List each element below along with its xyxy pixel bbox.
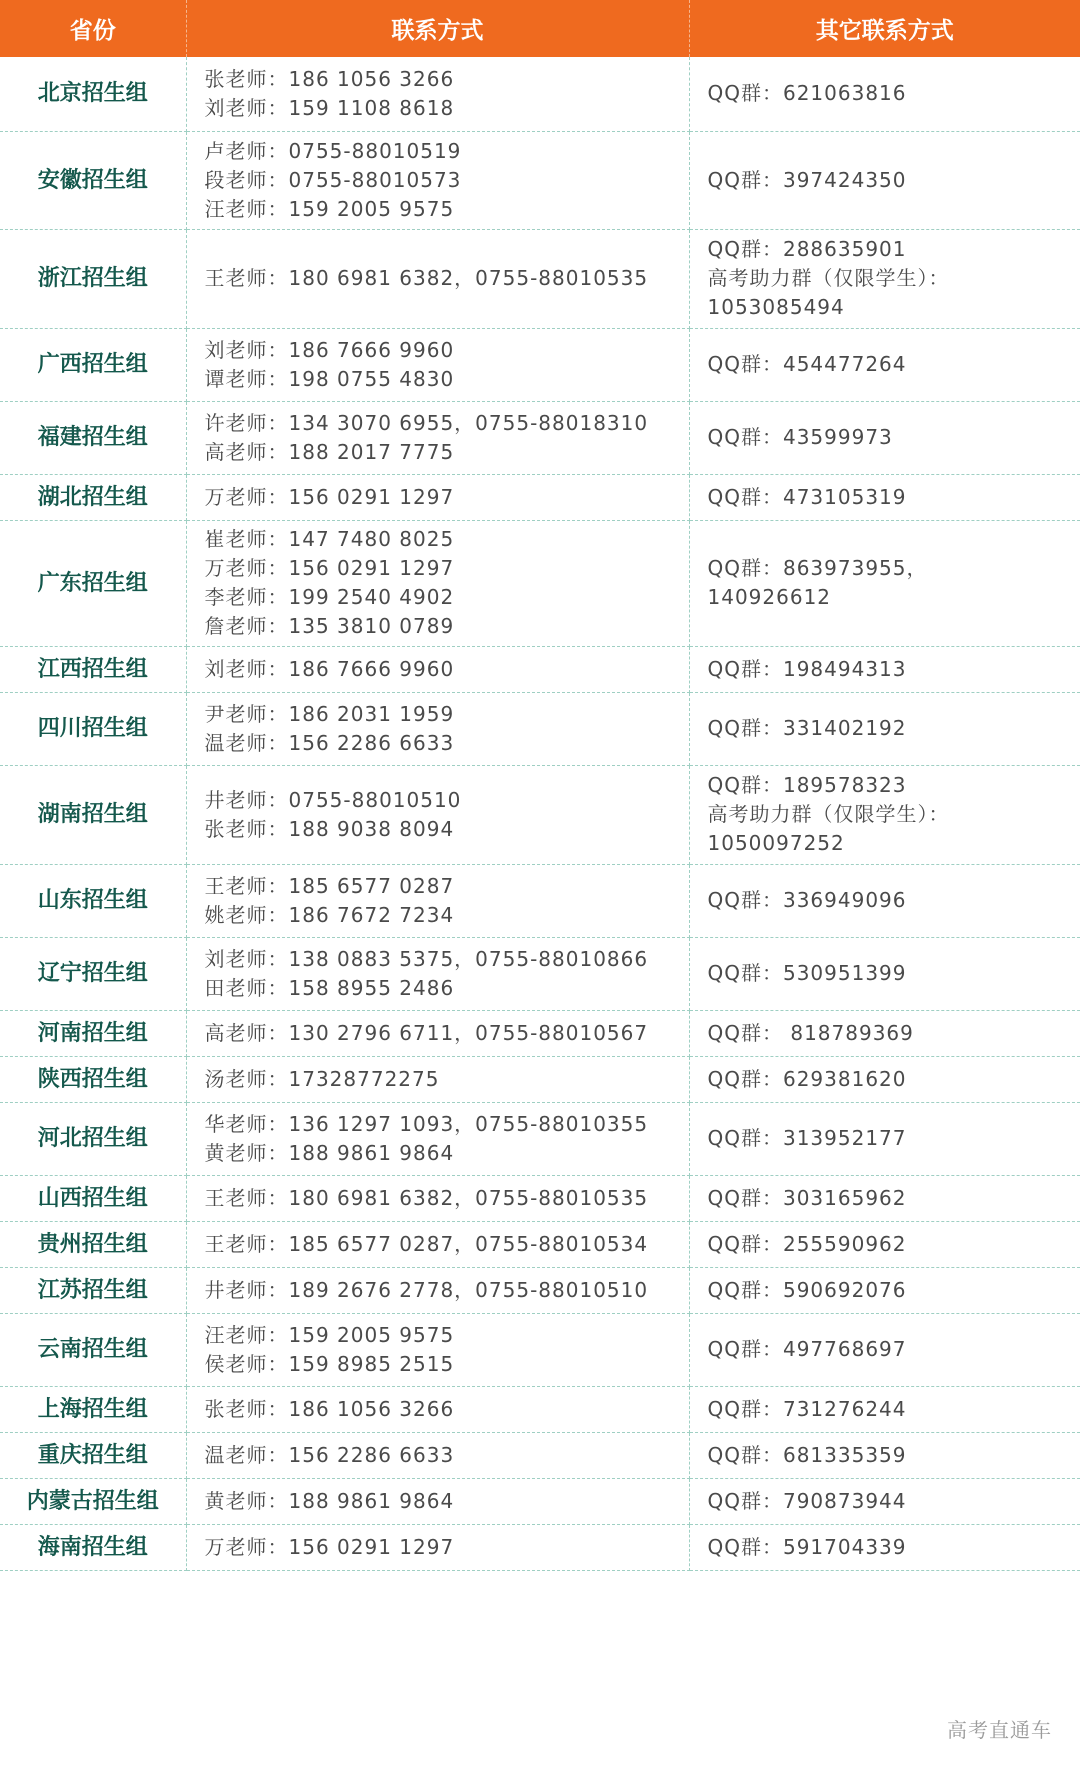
table-header — [0, 0, 1080, 57]
table-row — [0, 1478, 1080, 1524]
table-row — [0, 131, 1080, 229]
province-cell: 北京招生组 — [0, 57, 186, 131]
table-row — [0, 1056, 1080, 1102]
contact-line: 黄老师：188 9861 9864 — [204, 1488, 455, 1513]
contact-cell — [186, 692, 689, 765]
contact-cell — [186, 1313, 689, 1386]
other-contact-line: QQ群：790873944 — [707, 1488, 907, 1513]
province-cell: 江苏招生组 — [0, 1267, 186, 1313]
other-contact-line: QQ群： 818789369 — [707, 1020, 914, 1045]
table-row — [0, 1175, 1080, 1221]
contact-line: 卢老师：0755-88010519 — [204, 138, 462, 163]
other-contact-cell — [689, 229, 1080, 328]
contact-line: 汪老师：159 2005 9575 — [204, 196, 455, 221]
province-cell: 云南招生组 — [0, 1313, 186, 1386]
contact-cell — [186, 1478, 689, 1524]
table-row — [0, 1221, 1080, 1267]
header-contact: 联系方式 — [186, 0, 689, 57]
table-row — [0, 1432, 1080, 1478]
other-contact-cell — [689, 1221, 1080, 1267]
other-contact-line: 140926612 — [707, 585, 832, 609]
other-contact-line: 高考助力群（仅限学生）： — [707, 266, 950, 290]
province-cell: 海南招生组 — [0, 1524, 186, 1570]
table-row — [0, 1524, 1080, 1570]
other-contact-cell — [689, 1313, 1080, 1386]
contact-line: 黄老师：188 9861 9864 — [204, 1140, 455, 1165]
other-contact-line: QQ群：621063816 — [707, 81, 907, 106]
other-contact-line: QQ群：454477264 — [707, 352, 907, 376]
contact-line: 王老师：180 6981 6382，0755-88010535 — [204, 266, 649, 290]
contact-line: 万老师：156 0291 1297 — [204, 1534, 455, 1559]
other-contact-cell — [689, 1432, 1080, 1478]
table-row — [0, 1010, 1080, 1056]
table-row — [0, 520, 1080, 646]
table-row — [0, 1313, 1080, 1386]
province-cell: 山东招生组 — [0, 864, 186, 937]
contact-line: 张老师：186 1056 3266 — [204, 1396, 455, 1421]
contact-line: 张老师：186 1056 3266 — [204, 66, 455, 91]
contact-line: 崔老师：147 7480 8025 — [204, 527, 455, 551]
contact-line: 万老师：156 0291 1297 — [204, 484, 455, 509]
contact-line: 温老师：156 2286 6633 — [204, 1442, 455, 1467]
table-row — [0, 1386, 1080, 1432]
table-row — [0, 765, 1080, 864]
contact-cell — [186, 937, 689, 1010]
table-row — [0, 57, 1080, 131]
contact-cell — [186, 401, 689, 474]
table-row — [0, 401, 1080, 474]
other-contact-cell — [689, 401, 1080, 474]
province-cell: 江西招生组 — [0, 646, 186, 692]
contact-line: 王老师：180 6981 6382，0755-88010535 — [204, 1185, 649, 1210]
province-cell: 河南招生组 — [0, 1010, 186, 1056]
other-contact-cell — [689, 1267, 1080, 1313]
contact-line: 李老师：199 2540 4902 — [204, 585, 455, 609]
table-row — [0, 1267, 1080, 1313]
contact-cell — [186, 474, 689, 520]
province-cell: 陕西招生组 — [0, 1056, 186, 1102]
contact-cell — [186, 328, 689, 401]
contact-cell — [186, 229, 689, 328]
contact-cell — [186, 1386, 689, 1432]
province-cell: 贵州招生组 — [0, 1221, 186, 1267]
contact-line: 侯老师：159 8985 2515 — [204, 1351, 455, 1376]
contact-line: 温老师：156 2286 6633 — [204, 730, 455, 755]
contact-line: 刘老师：186 7666 9960 — [204, 337, 455, 362]
contact-line: 万老师：156 0291 1297 — [204, 556, 455, 580]
other-contact-line: QQ群：530951399 — [707, 961, 907, 985]
contact-cell — [186, 1524, 689, 1570]
province-cell: 福建招生组 — [0, 401, 186, 474]
other-contact-line: QQ群：331402192 — [707, 716, 907, 740]
contact-line: 詹老师：135 3810 0789 — [204, 614, 455, 638]
contact-line: 高老师：130 2796 6711，0755-88010567 — [204, 1020, 649, 1045]
province-cell: 辽宁招生组 — [0, 937, 186, 1010]
contact-line: 张老师：188 9038 8094 — [204, 816, 455, 841]
other-contact-line: 1053085494 — [707, 295, 845, 319]
province-cell: 湖南招生组 — [0, 765, 186, 864]
province-cell: 上海招生组 — [0, 1386, 186, 1432]
other-contact-cell — [689, 1175, 1080, 1221]
other-contact-cell — [689, 1386, 1080, 1432]
province-cell: 广西招生组 — [0, 328, 186, 401]
other-contact-cell — [689, 131, 1080, 229]
contact-line: 段老师：0755-88010573 — [204, 167, 462, 192]
contact-cell — [186, 1267, 689, 1313]
table-row — [0, 474, 1080, 520]
contact-line: 汤老师：17328772275 — [204, 1066, 440, 1091]
other-contact-line: QQ群：189578323 — [707, 773, 907, 797]
contact-cell — [186, 57, 689, 131]
province-cell: 山西招生组 — [0, 1175, 186, 1221]
other-contact-line: QQ群：313952177 — [707, 1126, 907, 1150]
contact-line: 许老师：134 3070 6955，0755-88018310 — [204, 410, 649, 435]
table-row — [0, 1102, 1080, 1175]
contact-cell — [186, 1056, 689, 1102]
table-row — [0, 646, 1080, 692]
watermark: 高考直通车 — [947, 1718, 1052, 1742]
contact-line: 王老师：185 6577 0287，0755-88010534 — [204, 1231, 649, 1256]
contact-cell — [186, 765, 689, 864]
other-contact-line: QQ群：497768697 — [707, 1337, 907, 1361]
contact-cell — [186, 1102, 689, 1175]
province-cell: 广东招生组 — [0, 520, 186, 646]
contact-cell — [186, 1175, 689, 1221]
table-row — [0, 328, 1080, 401]
contact-line: 井老师：189 2676 2778，0755-88010510 — [204, 1277, 649, 1302]
other-contact-cell — [689, 1478, 1080, 1524]
other-contact-line: QQ群：473105319 — [707, 484, 907, 509]
province-cell: 安徽招生组 — [0, 131, 186, 229]
province-cell: 重庆招生组 — [0, 1432, 186, 1478]
other-contact-line: QQ群：731276244 — [707, 1396, 907, 1421]
contact-line: 高老师：188 2017 7775 — [204, 439, 455, 464]
contact-line: 田老师：158 8955 2486 — [204, 975, 455, 1000]
contact-cell — [186, 131, 689, 229]
other-contact-cell — [689, 328, 1080, 401]
other-contact-line: QQ群：681335359 — [707, 1442, 907, 1467]
province-cell: 四川招生组 — [0, 692, 186, 765]
contact-line: 刘老师：186 7666 9960 — [204, 656, 455, 681]
other-contact-cell — [689, 1102, 1080, 1175]
other-contact-line: QQ群：629381620 — [707, 1066, 907, 1091]
other-contact-line: QQ群：198494313 — [707, 656, 907, 681]
other-contact-cell — [689, 937, 1080, 1010]
province-cell: 河北招生组 — [0, 1102, 186, 1175]
other-contact-line: QQ群：255590962 — [707, 1231, 907, 1256]
contact-line: 刘老师：159 1108 8618 — [204, 95, 455, 120]
other-contact-cell — [689, 765, 1080, 864]
table-row — [0, 229, 1080, 328]
other-contact-cell — [689, 520, 1080, 646]
other-contact-line: QQ群：863973955， — [707, 556, 928, 580]
other-contact-cell — [689, 1056, 1080, 1102]
contact-line: 华老师：136 1297 1093，0755-88010355 — [204, 1111, 649, 1136]
contact-line: 王老师：185 6577 0287 — [204, 873, 455, 898]
contact-cell — [186, 646, 689, 692]
contact-cell — [186, 520, 689, 646]
other-contact-cell — [689, 1524, 1080, 1570]
other-contact-cell — [689, 57, 1080, 131]
other-contact-line: QQ群：397424350 — [707, 167, 907, 192]
province-cell: 浙江招生组 — [0, 229, 186, 328]
province-cell: 湖北招生组 — [0, 474, 186, 520]
contact-cell — [186, 1432, 689, 1478]
other-contact-cell — [689, 646, 1080, 692]
header-other: 其它联系方式 — [689, 0, 1080, 57]
other-contact-cell — [689, 864, 1080, 937]
other-contact-cell — [689, 1010, 1080, 1056]
other-contact-line: QQ群：303165962 — [707, 1185, 907, 1210]
other-contact-line: 1050097252 — [707, 831, 845, 855]
table-row — [0, 692, 1080, 765]
contact-cell — [186, 864, 689, 937]
other-contact-line: QQ群：288635901 — [707, 237, 907, 261]
contact-line: 谭老师：198 0755 4830 — [204, 366, 455, 391]
other-contact-cell — [689, 692, 1080, 765]
contact-line: 刘老师：138 0883 5375，0755-88010866 — [204, 946, 649, 971]
other-contact-cell — [689, 474, 1080, 520]
contact-line: 姚老师：186 7672 7234 — [204, 902, 455, 927]
province-cell: 内蒙古招生组 — [0, 1478, 186, 1524]
contact-cell — [186, 1221, 689, 1267]
other-contact-line: QQ群：590692076 — [707, 1277, 907, 1302]
table-row — [0, 937, 1080, 1010]
contact-line: 井老师：0755-88010510 — [204, 787, 462, 812]
contact-cell — [186, 1010, 689, 1056]
header-province: 省份 — [0, 0, 186, 57]
contact-line: 尹老师：186 2031 1959 — [204, 701, 455, 726]
table-row — [0, 864, 1080, 937]
other-contact-line: QQ群：43599973 — [707, 425, 893, 449]
other-contact-line: QQ群：336949096 — [707, 888, 907, 912]
other-contact-line: QQ群：591704339 — [707, 1534, 907, 1559]
other-contact-line: 高考助力群（仅限学生）： — [707, 802, 950, 826]
contact-line: 汪老师：159 2005 9575 — [204, 1322, 455, 1347]
